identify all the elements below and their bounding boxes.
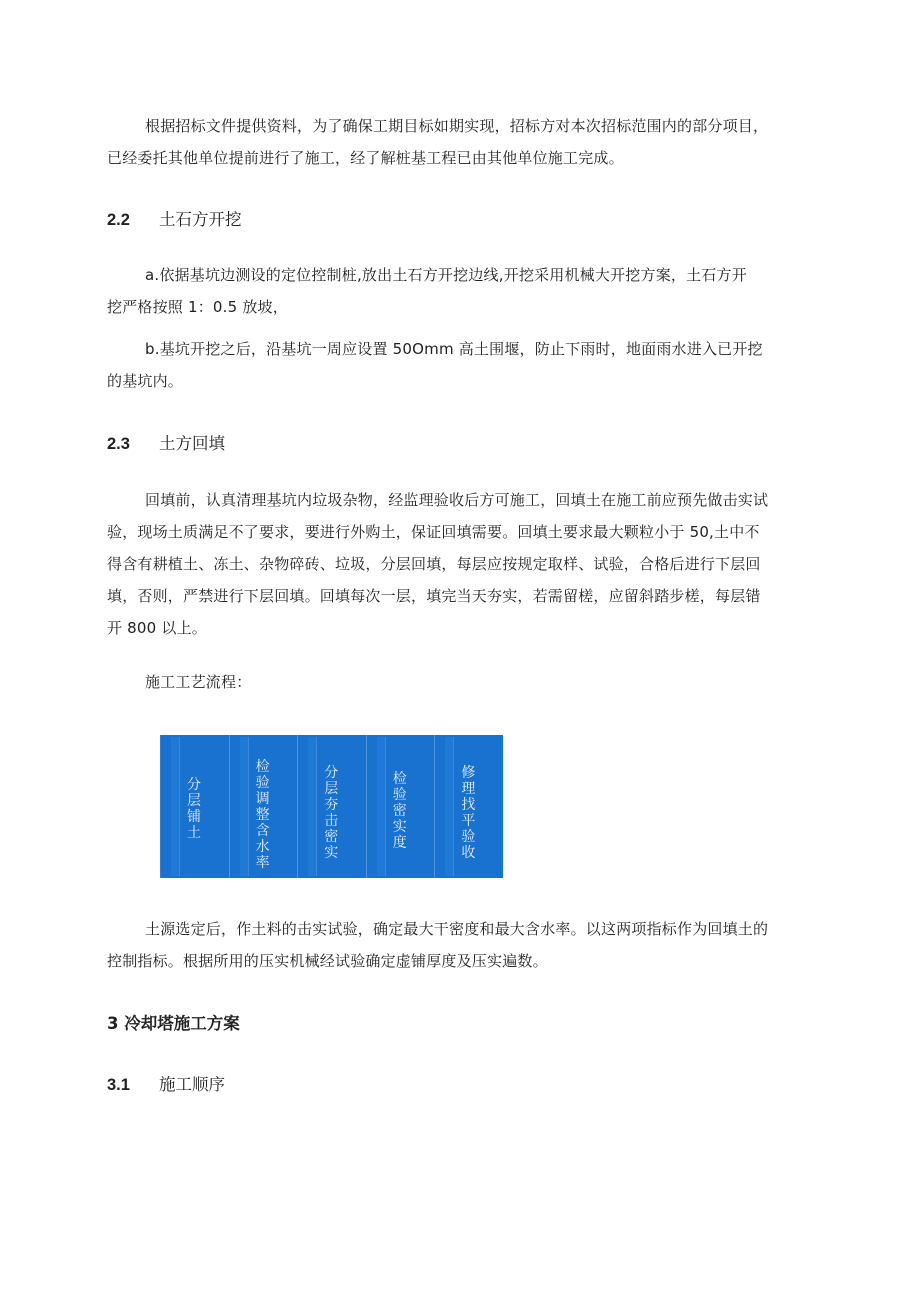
flow-step-strip [377, 737, 386, 876]
backfill-line-3: 得含有耕植土、冻土、杂物碎砖、垃圾，分层回填，每层应按规定取样、试验，合格后进行下层回 [107, 555, 761, 573]
soil-test-line-2: 控制指标。根据所用的压实机械经试验确定虚铺厚度及压实遍数。 [107, 952, 548, 970]
intro-paragraph [107, 110, 847, 174]
item-a-paragraph [107, 259, 847, 323]
flow-step-strip [445, 737, 454, 876]
backfill-line-5: 开 800 以上。 [107, 619, 207, 637]
section-number: 2.3 [107, 435, 130, 453]
flow-step-strip [171, 737, 180, 876]
flow-step-label: 修理找平验收 [461, 765, 476, 861]
intro-line-2: 已经委托其他单位提前进行了施工，经了解桩基工程已由其他单位施工完成。 [107, 149, 624, 167]
flow-step-label: 分层铺土 [187, 777, 201, 841]
flow-step-1 [160, 735, 229, 878]
item-b-paragraph [107, 333, 847, 397]
flow-step-label: 检验密实度 [392, 771, 407, 851]
item-b-line-2: 的基坑内。 [107, 372, 184, 390]
item-b-line-1: b.基坑开挖之后，沿基坑一周应设置 50Omm 高土围堰，防止下雨时，地面雨水进入已开挖 [145, 340, 763, 358]
section-heading-3 [107, 1010, 240, 1034]
section-title: 土石方开挖 [159, 210, 242, 229]
soil-test-paragraph [107, 913, 847, 977]
flow-step-3 [297, 735, 366, 878]
process-flow-diagram [160, 735, 503, 878]
flow-step-4 [366, 735, 435, 878]
flow-step-label: 检验调整含水率 [255, 759, 270, 871]
section-heading-2-3 [107, 430, 225, 454]
flow-step-strip [240, 737, 249, 876]
section-number: 2.2 [107, 211, 130, 229]
backfill-line-4: 填，否则，严禁进行下层回填。回填每次一层，填完当天夯实，若需留槎，应留斜踏步槎，每层错 [107, 587, 761, 605]
backfill-paragraph [107, 484, 847, 644]
section-title: 土方回填 [159, 434, 225, 453]
flow-step-label: 分层夯击密实 [324, 765, 339, 861]
process-label-text: 施工工艺流程： [145, 673, 252, 691]
backfill-line-2: 验，现场土质满足不了要求，要进行外购土，保证回填需要。回填土要求最大颗粒小于 50,土中不 [107, 523, 760, 541]
item-a-line-2: 挖严格按照 1：0.5 放坡， [107, 298, 288, 316]
item-a-line-1: a.依据基坑边测设的定位控制桩,放出土石方开挖边线,开挖采用机械大开挖方案，土石方开 [145, 266, 747, 284]
flow-step-2 [229, 735, 298, 878]
section-heading-3-1 [107, 1071, 225, 1095]
section-title: 施工顺序 [159, 1075, 225, 1094]
section-number: 3.1 [107, 1076, 130, 1094]
soil-test-line-1: 土源选定后，作土料的击实试验，确定最大干密度和最大含水率。以这两项指标作为回填土的 [145, 920, 769, 938]
process-label [107, 666, 847, 698]
flow-step-5 [434, 735, 503, 878]
flow-step-strip [308, 737, 317, 876]
section-heading-2-2 [107, 206, 242, 230]
backfill-line-1: 回填前，认真清理基坑内垃圾杂物，经监理验收后方可施工，回填土在施工前应预先做击实试 [145, 491, 769, 509]
intro-line-1: 根据招标文件提供资料，为了确保工期目标如期实现，招标方对本次招标范围内的部分项目， [145, 117, 769, 135]
section-title: 3 冷却塔施工方案 [107, 1014, 240, 1033]
